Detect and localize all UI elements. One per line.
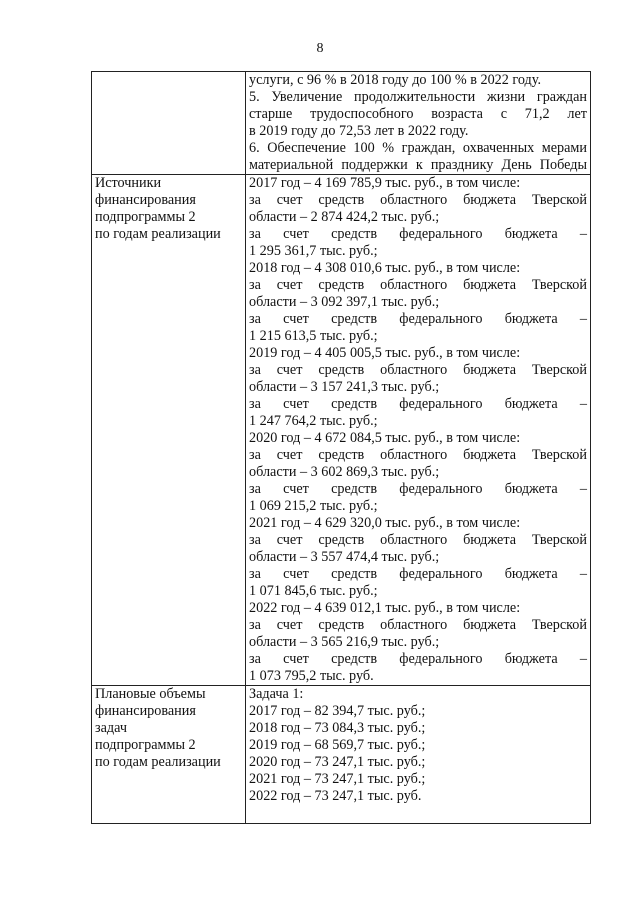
text-line: 2018 год – 4 308 010,6 тыс. руб., в том числе: xyxy=(249,260,521,276)
text-line: 1 069 215,2 тыс. руб.; xyxy=(249,498,378,514)
text-line: 2017 год – 82 394,7 тыс. руб.; xyxy=(249,703,426,719)
text-line: 5. Увеличение продолжительности жизни граждан xyxy=(249,89,587,105)
text-line: 2019 год – 68 569,7 тыс. руб.; xyxy=(249,737,426,753)
row-label-funding-sources xyxy=(92,175,246,686)
text-line: 2022 год – 4 639 012,1 тыс. руб., в том числе: xyxy=(249,600,521,616)
label-line: Плановые объемы xyxy=(95,686,206,702)
label-line: финансирования xyxy=(95,703,196,719)
text-line: за счет средств областного бюджета Тверской xyxy=(249,532,587,548)
text-line: 6. Обеспечение 100 % граждан, охваченных мерами xyxy=(249,140,587,156)
text-line: 2020 год – 73 247,1 тыс. руб.; xyxy=(249,754,426,770)
text-line: 2021 год – 73 247,1 тыс. руб.; xyxy=(249,771,426,787)
label-line: подпрограммы 2 xyxy=(95,737,196,753)
text-line: области – 3 602 869,3 тыс. руб.; xyxy=(249,464,440,480)
row-value-goals xyxy=(246,72,591,175)
text-line: области – 2 874 424,2 тыс. руб.; xyxy=(249,209,440,225)
label-line: финансирования xyxy=(95,192,196,208)
row-label-planned-volumes xyxy=(92,686,246,824)
table-row-goals xyxy=(92,72,591,175)
text-line: услуги, с 96 % в 2018 году до 100 % в 2022 году. xyxy=(249,72,541,88)
text-line: за счет средств областного бюджета Тверской xyxy=(249,617,587,633)
label-line: по годам реализации xyxy=(95,754,221,770)
text-line: за счет средств областного бюджета Тверской xyxy=(249,277,587,293)
text-line: за счет средств федерального бюджета – xyxy=(249,396,587,412)
text-line: за счет средств областного бюджета Тверской xyxy=(249,447,587,463)
text-line: за счет средств федерального бюджета – xyxy=(249,311,587,327)
text-line: области – 3 565 216,9 тыс. руб.; xyxy=(249,634,440,650)
text-line: 2018 год – 73 084,3 тыс. руб.; xyxy=(249,720,426,736)
table-row-planned-volumes xyxy=(92,686,591,824)
label-line: подпрограммы 2 xyxy=(95,209,196,225)
text-line: 1 295 361,7 тыс. руб.; xyxy=(249,243,378,259)
text-line: в 2019 году до 72,53 лет в 2022 году. xyxy=(249,123,469,139)
text-line: за счет средств федерального бюджета – xyxy=(249,566,587,582)
text-line: материальной поддержки к празднику День Победы xyxy=(249,157,587,173)
text-line: 1 247 764,2 тыс. руб.; xyxy=(249,413,378,429)
text-line: 1 071 845,6 тыс. руб.; xyxy=(249,583,378,599)
text-line: области – 3 157 241,3 тыс. руб.; xyxy=(249,379,440,395)
text-line: за счет средств областного бюджета Тверской xyxy=(249,192,587,208)
text-line: 1 073 795,2 тыс. руб. xyxy=(249,668,374,684)
text-line: 2021 год – 4 629 320,0 тыс. руб., в том числе: xyxy=(249,515,521,531)
page-number: 8 xyxy=(316,41,324,56)
label-line: Источники xyxy=(95,175,162,191)
passport-table xyxy=(91,71,591,824)
text-line: 2022 год – 73 247,1 тыс. руб. xyxy=(249,788,422,804)
table-row-funding-sources xyxy=(92,175,591,686)
text-line: 2019 год – 4 405 005,5 тыс. руб., в том числе: xyxy=(249,345,521,361)
text-line: 1 215 613,5 тыс. руб.; xyxy=(249,328,378,344)
text-line: области – 3 557 474,4 тыс. руб.; xyxy=(249,549,440,565)
text-line: за счет средств областного бюджета Тверской xyxy=(249,362,587,378)
text-line: 2017 год – 4 169 785,9 тыс. руб., в том числе: xyxy=(249,175,521,191)
label-line: по годам реализации xyxy=(95,226,221,242)
text-line: за счет средств федерального бюджета – xyxy=(249,481,587,497)
row-value-planned-volumes xyxy=(246,686,591,824)
text-line: Задача 1: xyxy=(249,686,304,702)
text-line: 2020 год – 4 672 084,5 тыс. руб., в том числе: xyxy=(249,430,521,446)
row-label-empty xyxy=(92,72,246,175)
row-value-funding-sources xyxy=(246,175,591,686)
text-line: области – 3 092 397,1 тыс. руб.; xyxy=(249,294,440,310)
text-line: за счет средств федерального бюджета – xyxy=(249,226,587,242)
text-line: старше трудоспособного возраста с 71,2 лет xyxy=(249,106,587,122)
text-line: за счет средств федерального бюджета – xyxy=(249,651,587,667)
label-line: задач xyxy=(95,720,127,736)
